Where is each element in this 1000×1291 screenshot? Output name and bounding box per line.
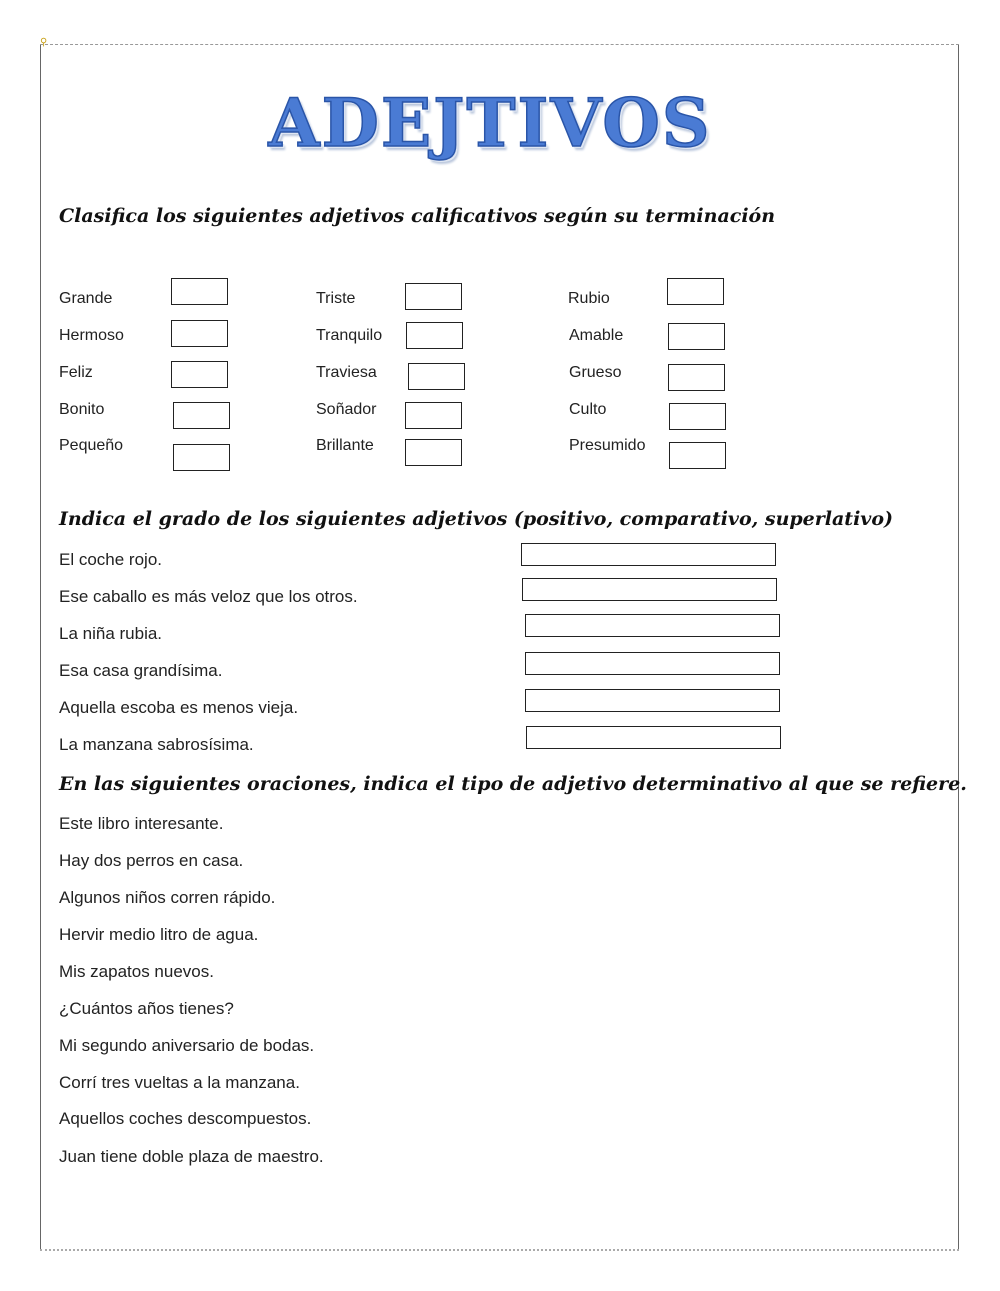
answer-box-grande[interactable] <box>171 278 228 305</box>
adjective-label: Hermoso <box>59 327 124 344</box>
adjective-label: Tranquilo <box>316 327 383 344</box>
degree-answer-box[interactable] <box>521 543 776 566</box>
determinative-sentence: ¿Cuántos años tienes? <box>59 999 234 1018</box>
page-top-border <box>40 44 959 45</box>
adjective-label: Grueso <box>569 364 622 381</box>
answer-box-culto[interactable] <box>669 403 726 430</box>
determinative-sentence: Mis zapatos nuevos. <box>59 962 214 981</box>
answer-box-sonador[interactable] <box>405 402 462 429</box>
determinative-sentence: Algunos niños corren rápido. <box>59 888 276 907</box>
answer-box-pequeno[interactable] <box>173 444 230 471</box>
degree-sentence: La niña rubia. <box>59 624 163 643</box>
degree-answer-box[interactable] <box>526 726 781 749</box>
degree-sentence: Aquella escoba es menos vieja. <box>59 698 299 717</box>
page-bottom-border <box>40 1249 959 1251</box>
degree-sentence: La manzana sabrosísima. <box>59 735 254 754</box>
answer-box-amable[interactable] <box>668 323 725 350</box>
answer-box-bonito[interactable] <box>173 402 230 429</box>
determinative-sentence: Este libro interesante. <box>59 814 224 833</box>
answer-box-feliz[interactable] <box>171 361 228 388</box>
degree-answer-box[interactable] <box>525 652 780 675</box>
answer-box-traviesa[interactable] <box>408 363 465 390</box>
section1-heading: Clasifica los siguientes adjetivos calificativos según su terminación <box>59 205 776 227</box>
anchor-icon: ⚲ <box>40 37 48 48</box>
answer-box-presumido[interactable] <box>669 442 726 469</box>
degree-sentence: Ese caballo es más veloz que los otros. <box>59 587 358 606</box>
adjective-label: Traviesa <box>316 364 377 381</box>
determinative-sentence: Hay dos perros en casa. <box>59 851 244 870</box>
degree-sentence: El coche rojo. <box>59 550 162 569</box>
adjective-label: Culto <box>569 401 607 418</box>
degree-sentence: Esa casa grandísima. <box>59 661 223 680</box>
adjective-label: Pequeño <box>59 437 124 454</box>
degree-answer-box[interactable] <box>525 614 780 637</box>
adjective-label: Rubio <box>568 290 610 307</box>
answer-box-rubio[interactable] <box>667 278 724 305</box>
determinative-sentence: Mi segundo aniversario de bodas. <box>59 1036 315 1055</box>
degree-answer-box[interactable] <box>522 578 777 601</box>
answer-box-grueso[interactable] <box>668 364 725 391</box>
adjective-label: Bonito <box>59 401 105 418</box>
adjective-label: Feliz <box>59 364 93 381</box>
degree-answer-box[interactable] <box>525 689 780 712</box>
section2-heading: Indica el grado de los siguientes adjetivos (positivo, comparativo, superlativo) <box>59 508 893 530</box>
adjective-label: Presumido <box>569 437 646 454</box>
determinative-sentence: Hervir medio litro de agua. <box>59 925 259 944</box>
adjective-label: Soñador <box>316 401 377 418</box>
adjective-label: Brillante <box>316 437 374 454</box>
answer-box-tranquilo[interactable] <box>406 322 463 349</box>
determinative-sentence: Juan tiene doble plaza de maestro. <box>59 1147 324 1166</box>
answer-box-hermoso[interactable] <box>171 320 228 347</box>
answer-box-triste[interactable] <box>405 283 462 310</box>
answer-box-brillante[interactable] <box>405 439 462 466</box>
determinative-sentence: Corrí tres vueltas a la manzana. <box>59 1073 300 1092</box>
section3-heading: En las siguientes oraciones, indica el tipo de adjetivo determinativo al que se refiere. <box>59 773 967 795</box>
determinative-sentence: Aquellos coches descompuestos. <box>59 1109 312 1128</box>
page-title: ADEJTIVOS <box>268 84 712 162</box>
adjective-label: Amable <box>569 327 624 344</box>
adjective-label: Grande <box>59 290 113 307</box>
adjective-label: Triste <box>316 290 356 307</box>
